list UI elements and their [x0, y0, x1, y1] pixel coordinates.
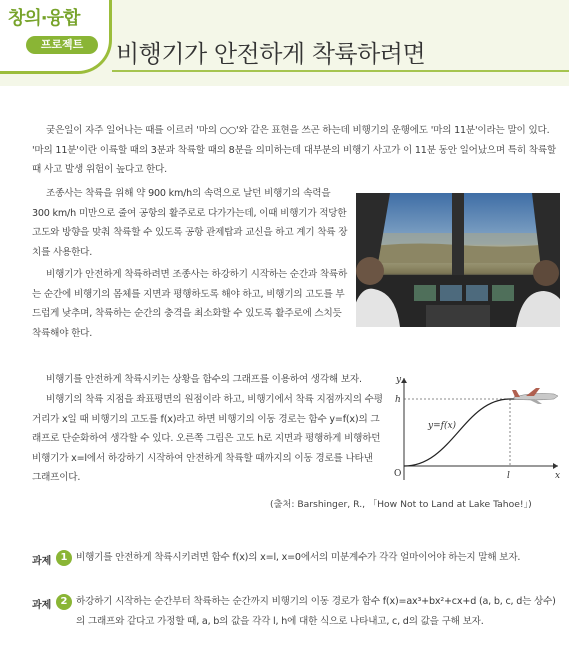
origin-label: O — [394, 469, 402, 479]
x-axis-arrow — [553, 463, 558, 469]
intro-paragraph: 궂은일이 자주 일어나는 때를 이르러 '마의 ○○'와 같은 표현을 쓰곤 하는데 비행기의 운행에도 '마의 11분'이라는 말이 있다. '마의 11분'이란 이륙할 때의 3분과 착륙할 때의 8분을 의미하는데 대부분의 비행기 사고가 이 11분 동안 일어났으며 특히 착륙할 때 사고 발생 위험이 높다고 한다. — [32, 125, 556, 175]
y-axis-arrow — [401, 378, 407, 383]
title-underline — [112, 70, 569, 72]
x-axis-label: x — [555, 471, 561, 481]
curve-label: y=f(x) — [428, 421, 457, 431]
y-axis-label: y — [396, 375, 402, 385]
badge-subtitle: 프로젝트 — [26, 36, 98, 54]
landing-paragraph: 비행기가 안전하게 착륙하려면 조종사는 하강하기 시작하는 순간과 착륙하는 순간에 비행기의 몸체를 지면과 평행하도록 해야 하고, 비행기의 고도를 부드럽게 낮추며, 착륙하는 순간의 충격을 최소화할 수 있도록 활주로에 스치듯 착륙해야 한다. — [32, 269, 348, 339]
badge-title: 창의·융합 — [8, 8, 80, 29]
task-1-text: 비행기를 안전하게 착륙시키려면 함수 f(x)의 x=l, x=0에서의 미분계수가 각각 얼마이어야 하는지 말해 보자. — [76, 552, 521, 563]
source-citation: (출처: Barshinger, R., 「How Not to Land at Lake Tahoe!」) — [270, 499, 532, 510]
h-label: h — [395, 395, 401, 405]
cockpit-photo — [356, 193, 560, 327]
graph-description-paragraph: 비행기의 착륙 지점을 좌표평면의 원점이라 하고, 비행기에서 착륙 지점까지의 수평 거리가 x일 때 비행기의 고도를 f(x)라고 하면 비행기의 이동 경로는 함수 y=f(x)의 그래프로 단순화하여 생각할 수 있다. 오른쪽 그림은 고도 h로 지면과 평행하게 비행하던 비행기가 x=l에서 하강하기 시작하여 안전하게 착륙할 때까지의 이동 경로를 나타낸 그래프이다. — [32, 394, 383, 483]
task-1-number-badge: 1 — [56, 550, 72, 566]
flight-path-graph — [392, 372, 562, 482]
cockpit-illustration — [356, 193, 560, 327]
page-title: 비행기가 안전하게 착륙하려면 — [116, 40, 426, 68]
graph-intro-paragraph: 비행기를 안전하게 착륙시키는 상황을 함수의 그래프를 이용하여 생각해 보자. — [46, 374, 362, 385]
airplane-icon — [512, 388, 558, 404]
task-2-text: 하강하기 시작하는 순간부터 착륙하는 순간까지 비행기의 이동 경로가 함수 f(x)=ax³+bx²+cx+d (a, b, c, d는 상수)의 그래프와 같다고 가정할 때, a, b의 값을 각각 l, h에 대한 식으로 나타내고, c, d의 값을 구해 보자. — [76, 596, 556, 627]
pilot-paragraph: 조종사는 착륙을 위해 약 900 km/h의 속력으로 날던 비행기의 속력을 300 km/h 미만으로 줄여 공항의 활주로로 다가가는데, 이때 비행기가 적당한 고도와 방향을 맞춰 착륙할 수 있도록 공항 관제탑과 교신을 하고 계기 착륙 장치를 사용한다. — [32, 188, 348, 258]
flight-path-curve — [404, 399, 542, 466]
flight-path-svg — [392, 372, 562, 482]
task-2-label: 과제 — [32, 600, 52, 611]
task-1-label: 과제 — [32, 556, 52, 567]
task-2-number-badge: 2 — [56, 594, 72, 610]
project-badge — [0, 0, 112, 74]
l-label: l — [507, 471, 510, 481]
